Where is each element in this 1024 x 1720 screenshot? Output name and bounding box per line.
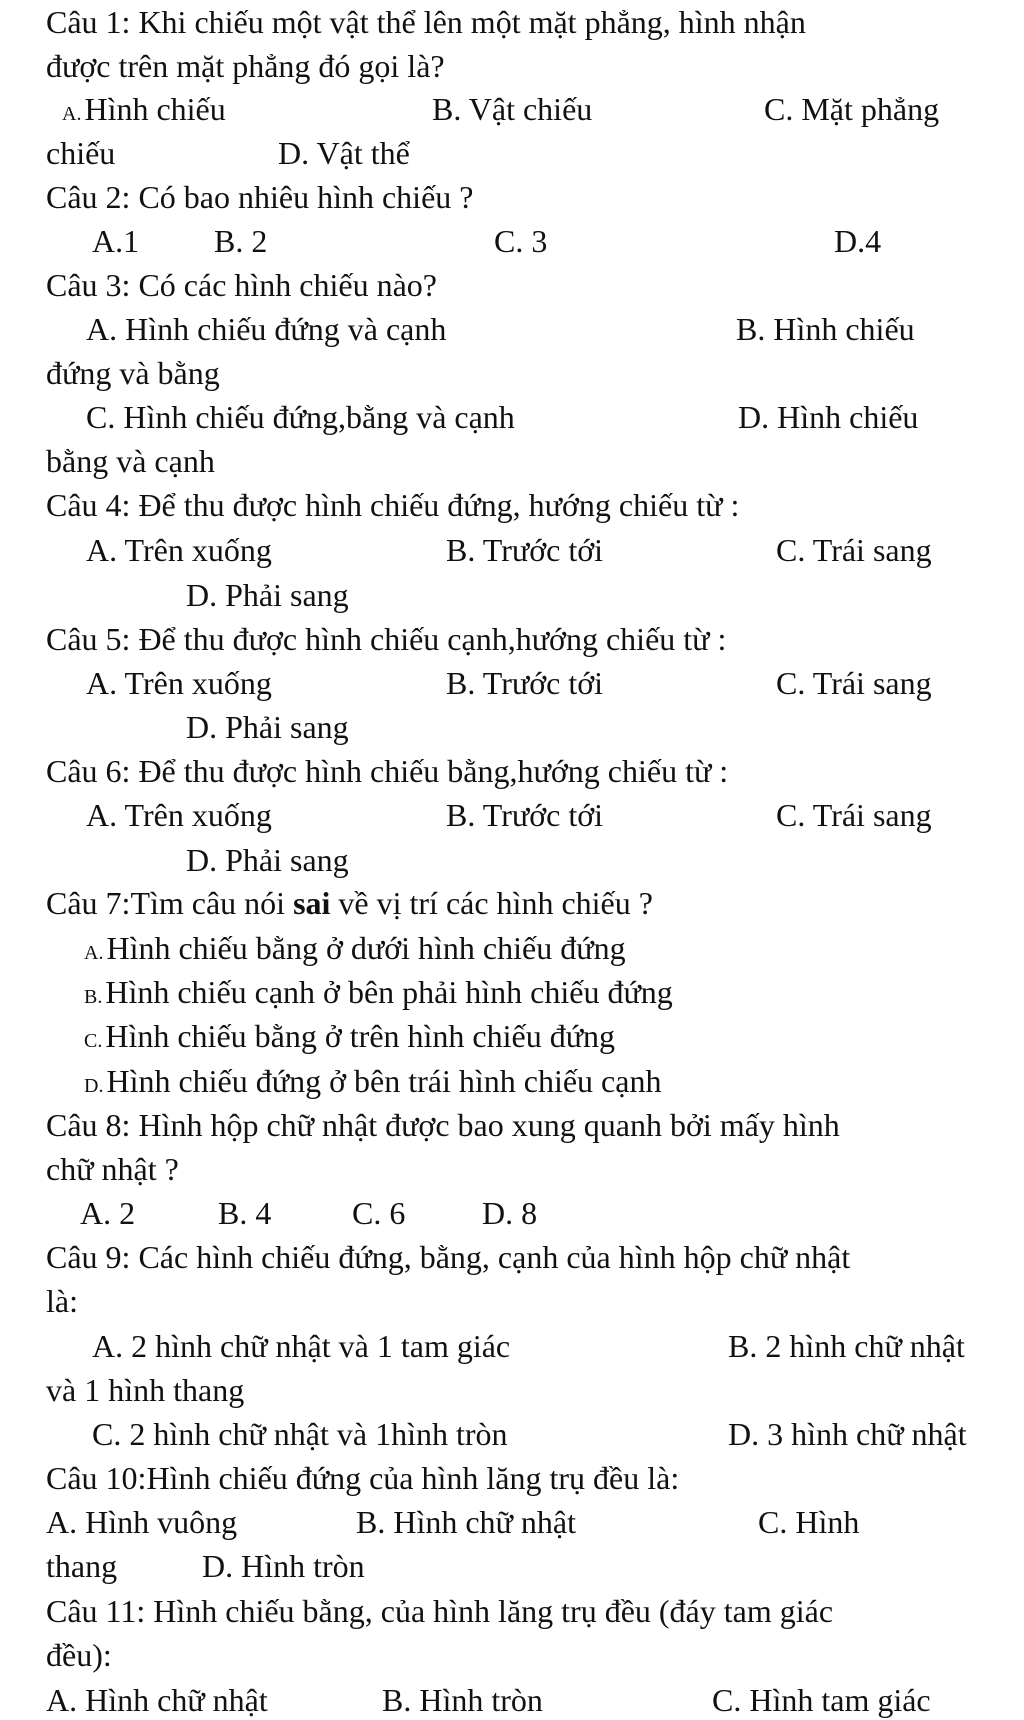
q1-title-line2: được trên mặt phẳng đó gọi là? [46, 48, 445, 84]
q9-title-line2: là: [46, 1283, 78, 1319]
q11-option-a: A. Hình chữ nhật [46, 1682, 268, 1718]
q2-option-b: B. 2 [214, 223, 268, 259]
q7-option-c [84, 1016, 615, 1061]
q3-option-d-part1: D. Hình chiếu [738, 399, 919, 435]
q10-option-c-part2: thang [46, 1548, 118, 1584]
q7-option-a-letter: A. [84, 942, 104, 964]
q5-option-b: B. Trước tới [446, 665, 604, 701]
q8-option-a: A. 2 [80, 1195, 136, 1231]
q9-option-a: A. 2 hình chữ nhật và 1 tam giác [92, 1328, 511, 1364]
q11-options-cut [0, 1682, 1024, 1718]
q1-option-c-part2: chiếu [46, 135, 116, 171]
q3-option-a: A. Hình chiếu đứng và cạnh [86, 311, 447, 347]
q1-option-a-letter: A. [62, 103, 82, 125]
q3-option-b-part2: đứng và bằng [46, 355, 220, 391]
q5-option-a: A. Trên xuống [86, 665, 272, 701]
q7-title-before: Câu 7:Tìm câu nói [46, 885, 294, 921]
q7-option-a-text: Hình chiếu bằng ở dưới hình chiếu đứng [106, 930, 626, 966]
q5-option-c: C. Trái sang [776, 665, 932, 701]
q9-title-line1: Câu 9: Các hình chiếu đứng, bằng, cạnh của hình hộp chữ nhật [46, 1239, 851, 1275]
q1-option-c-part1: C. Mặt phẳng [764, 91, 940, 127]
q7-option-d-text: Hình chiếu đứng ở bên trái hình chiếu cạnh [106, 1063, 662, 1099]
q7-option-b-letter: B. [84, 986, 103, 1008]
q5-option-d: D. Phải sang [186, 709, 349, 745]
q9-option-c: C. 2 hình chữ nhật và 1hình tròn [92, 1416, 508, 1452]
q10-option-b: B. Hình chữ nhật [356, 1504, 576, 1540]
q8-title-line1: Câu 8: Hình hộp chữ nhật được bao xung quanh bởi mấy hình [46, 1107, 840, 1143]
q6-option-d: D. Phải sang [186, 842, 349, 878]
q11-option-c: C. Hình tam giác [712, 1682, 931, 1718]
q8-option-c: C. 6 [352, 1195, 406, 1231]
q10-title: Câu 10:Hình chiếu đứng của hình lăng trụ đều là: [46, 1460, 680, 1496]
q11-option-b: B. Hình tròn [382, 1682, 543, 1718]
q2-option-a: A.1 [92, 223, 140, 259]
q4-option-c: C. Trái sang [776, 532, 932, 568]
q9-option-d: D. 3 hình chữ nhật [728, 1416, 967, 1452]
q6-option-c: C. Trái sang [776, 797, 932, 833]
q1-option-d: D. Vật thể [278, 135, 410, 171]
q1-option-a-text: Hình chiếu [84, 91, 226, 127]
q10-option-a: A. Hình vuông [46, 1504, 238, 1540]
q7-title-after: về vị trí các hình chiếu ? [330, 885, 653, 921]
q2-option-c: C. 3 [494, 223, 548, 259]
q10-option-c-part1: C. Hình [758, 1504, 860, 1540]
q7-option-a [84, 928, 626, 973]
q5-title: Câu 5: Để thu được hình chiếu cạnh,hướng chiếu từ : [46, 621, 727, 657]
q6-option-a: A. Trên xuống [86, 797, 272, 833]
q1-title-line1: Câu 1: Khi chiếu một vật thể lên một mặt phẳng, hình nhận [46, 4, 806, 40]
q8-title-line2: chữ nhật ? [46, 1151, 179, 1187]
q4-title: Câu 4: Để thu được hình chiếu đứng, hướng chiếu từ : [46, 487, 740, 523]
q1-option-b: B. Vật chiếu [432, 91, 593, 127]
q8-option-b: B. 4 [218, 1195, 272, 1231]
q3-title: Câu 3: Có các hình chiếu nào? [46, 267, 437, 303]
q7-option-b [84, 972, 673, 1017]
q7-option-d-letter: D. [84, 1075, 104, 1097]
q2-option-d: D.4 [834, 223, 882, 259]
q7-option-c-text: Hình chiếu bằng ở trên hình chiếu đứng [105, 1018, 616, 1054]
q7-option-d [84, 1061, 661, 1106]
q7-title-bold: sai [293, 885, 331, 921]
q4-option-a: A. Trên xuống [86, 532, 272, 568]
q3-option-d-part2: bằng và cạnh [46, 443, 215, 479]
q3-option-b-part1: B. Hình chiếu [736, 311, 915, 347]
q7-option-b-text: Hình chiếu cạnh ở bên phải hình chiếu đứng [105, 974, 673, 1010]
q11-title-line2: đều): [46, 1637, 112, 1673]
q7-title [46, 883, 653, 923]
q1-option-a [62, 89, 226, 134]
q3-option-c: C. Hình chiếu đứng,bằng và cạnh [86, 399, 515, 435]
q9-option-b-part2: và 1 hình thang [46, 1372, 245, 1408]
q7-option-c-letter: C. [84, 1030, 103, 1052]
q10-option-d: D. Hình tròn [202, 1548, 365, 1584]
q4-option-d: D. Phải sang [186, 577, 349, 613]
q9-option-b-part1: B. 2 hình chữ nhật [728, 1328, 965, 1364]
q8-option-d: D. 8 [482, 1195, 538, 1231]
q6-option-b: B. Trước tới [446, 797, 604, 833]
q4-option-b: B. Trước tới [446, 532, 604, 568]
q11-title-line1: Câu 11: Hình chiếu bằng, của hình lăng trụ đều (đáy tam giác [46, 1593, 834, 1629]
q2-title: Câu 2: Có bao nhiêu hình chiếu ? [46, 179, 474, 215]
q6-title: Câu 6: Để thu được hình chiếu bằng,hướng chiếu từ : [46, 753, 729, 789]
